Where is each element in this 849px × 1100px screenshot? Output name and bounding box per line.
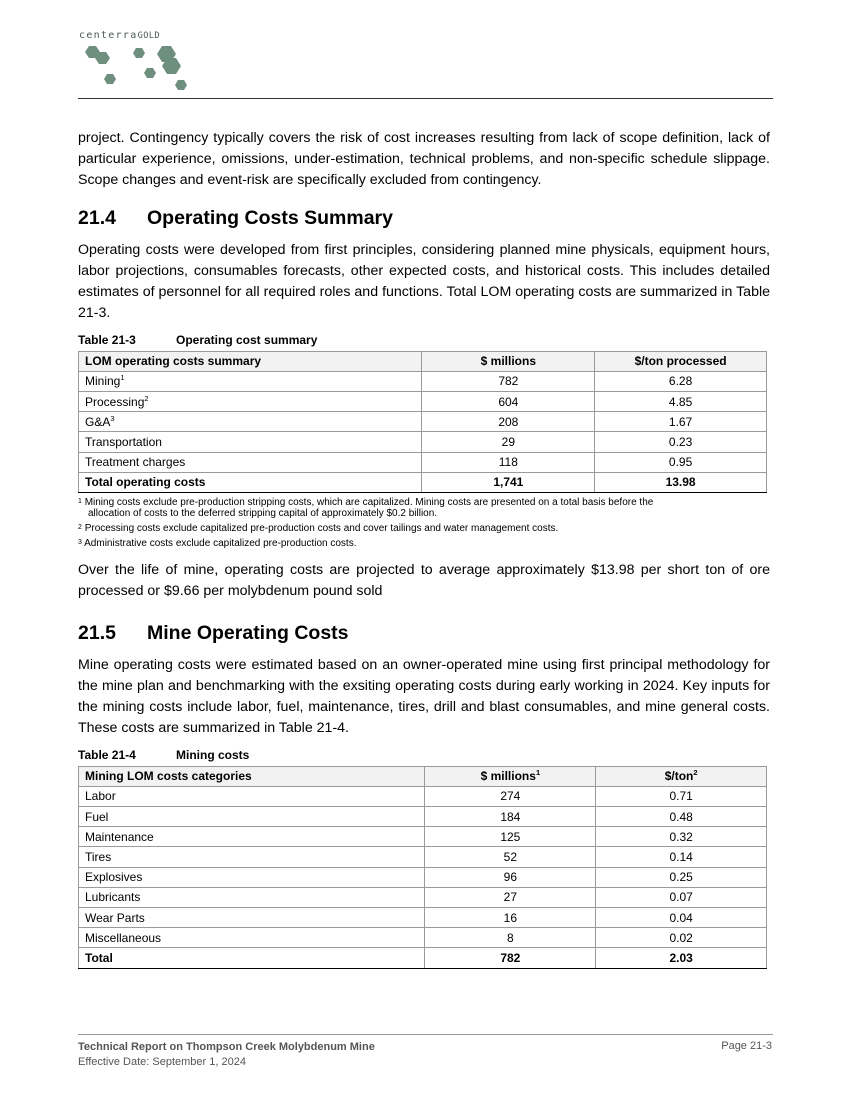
row-per-ton: 0.14 [596,847,767,867]
table-row [79,928,767,948]
footer-effective-date: Effective Date: September 1, 2024 [78,1056,246,1068]
table-row [79,907,767,927]
table-row [79,847,767,867]
table-row [79,827,767,847]
table-total-row [79,948,767,968]
column-header: LOM operating costs summary [79,351,422,371]
row-per-ton: 0.02 [596,928,767,948]
total-millions: 1,741 [422,472,595,492]
row-label: Labor [79,786,425,806]
column-header: $/ton$^2$ [596,766,767,786]
page-content [78,128,770,969]
row-millions: 125 [425,827,596,847]
footer-document-info [78,1040,375,1070]
row-label: Wear Parts [79,907,425,927]
column-header: $ millions$^1$ [425,766,596,786]
row-per-ton: 0.04 [596,907,767,927]
row-label: Tires [79,847,425,867]
row-per-ton: 1.67 [595,412,767,432]
total-per-ton: 2.03 [596,948,767,968]
section-heading-21-5: 21.5 Mine Operating Costs [78,622,349,645]
row-per-ton: 0.32 [596,827,767,847]
row-per-ton: 0.23 [595,432,767,452]
row-per-ton: 6.28 [595,371,767,391]
column-header: $/ton processed [595,351,767,371]
table-row [79,807,767,827]
table-row [79,412,767,432]
header-divider [78,98,773,99]
row-millions: 604 [422,391,595,411]
mining-costs-table [78,766,767,969]
row-label: Explosives [79,867,425,887]
row-millions: 782 [422,371,595,391]
page-number: Page 21-3 [721,1040,772,1052]
row-millions: 274 [425,786,596,806]
row-per-ton: 0.95 [595,452,767,472]
row-label: Miscellaneous [79,928,425,948]
column-header: Mining LOM costs categories [79,766,425,786]
footnote: $^1$ Mining costs exclude pre-production stripping costs, which are capitalized. Mining costs are presented on a total basis before the allocation of costs to the deferred stripping capital of approximately $0.2 billion. [78,496,654,520]
row-label: Fuel [79,807,425,827]
row-millions: 27 [425,887,596,907]
column-header: $ millions [422,351,595,371]
table-21-3-caption: Table 21-3 Operating cost summary [78,332,318,347]
row-per-ton: 0.07 [596,887,767,907]
section-21-4-summary-paragraph: Over the life of mine, operating costs are projected to average approximately $13.98 per short ton of ore processed or $9.66 per molybdenum pound sold [78,561,770,599]
row-millions: 96 [425,867,596,887]
row-millions: 52 [425,847,596,867]
total-label: Total [79,948,425,968]
row-label: Transportation [79,432,422,452]
table-footnotes [78,497,770,550]
total-millions: 782 [425,948,596,968]
row-label: Processing$^2$ [79,391,422,411]
table-21-4-caption: Table 21-4 Mining costs [78,747,250,762]
section-21-4-paragraph: Operating costs were developed from first principles, considering planned mine physicals, equipment hours, labor projections, consumables forecasts, other expected costs, and historical costs. This includes detailed estimates of personnel for all required roles and functions. Total LOM operating costs are summarized in Table 21-3. [78,242,770,321]
footnote: $^3$ Administrative costs exclude capitalized pre-production costs. [78,538,357,550]
section-21-5-paragraph: Mine operating costs were estimated based on an owner-operated mine using first principal methodology for the mine plan and benchmarking with the exsiting operating costs during early working in 2024. Key inputs for the mining costs include labor, fuel, maintenance, tires, drill and blast consumables, and mine general costs. These costs are summarized in Table 21-4. [78,657,770,736]
row-label: Mining$^1$ [79,371,422,391]
company-logo [79,30,209,96]
table-row [79,867,767,887]
row-per-ton: 0.71 [596,786,767,806]
table-row [79,452,767,472]
table-row [79,786,767,806]
table-row [79,391,767,411]
footer-divider [78,1034,773,1035]
row-per-ton: 0.48 [596,807,767,827]
hexagon-cluster-icon [79,44,199,96]
row-millions: 184 [425,807,596,827]
table-header-row [79,766,767,786]
section-heading-21-4: 21.4 Operating Costs Summary [78,207,393,230]
total-per-ton: 13.98 [595,472,767,492]
row-per-ton: 4.85 [595,391,767,411]
table-row [79,371,767,391]
row-millions: 16 [425,907,596,927]
table-row [79,887,767,907]
footer-report-title: Technical Report on Thompson Creek Molybdenum Mine [78,1041,375,1053]
row-label: $G\&A^3$ [79,412,422,432]
row-millions: 208 [422,412,595,432]
row-label: Lubricants [79,887,425,907]
operating-cost-summary-table [78,351,767,493]
footnote: $^2$ Processing costs exclude capitalized pre-production costs and cover tailings and water management costs. [78,523,559,535]
row-per-ton: 0.25 [596,867,767,887]
row-label: Maintenance [79,827,425,847]
table-row [79,432,767,452]
intro-paragraph: project. Contingency typically covers the risk of cost increases resulting from lack of scope definition, lack of particular experience, omissions, under-estimation, technical problems, and non-specific schedule slippage. Scope changes and event-risk are specifically excluded from contingency. [78,130,770,188]
table-header-row [79,351,767,371]
logo-wordmark: centerraGOLD [79,30,161,41]
total-label: Total operating costs [79,472,422,492]
table-total-row [79,472,767,492]
row-millions: 8 [425,928,596,948]
row-millions: 29 [422,432,595,452]
row-label: Treatment charges [79,452,422,472]
row-millions: 118 [422,452,595,472]
